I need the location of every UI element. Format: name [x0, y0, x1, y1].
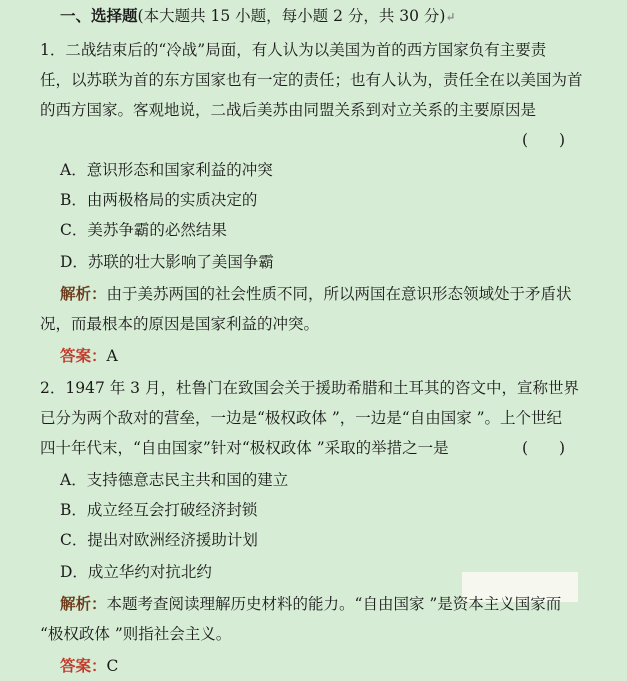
q2-line-1: 2．1947 年 3 月，杜鲁门在致国会关于援助希腊和土耳其的咨文中，宣称世界	[40, 379, 579, 397]
q1-analysis-label: 解析：	[60, 284, 107, 303]
q2-answer-label: 答案：	[60, 656, 107, 675]
q2-line-3	[0, 438, 627, 458]
q2-option-d: D．成立华约对抗北约	[60, 563, 212, 581]
q1-answer-label: 答案：	[60, 346, 107, 365]
q2-analysis-label: 解析：	[60, 594, 107, 613]
q2-option-a: A．支持德意志民主共和国的建立	[60, 471, 289, 489]
q2-line-3-text: 四十年代末，“自由国家”针对“极权政体 ”采取的举措之一是	[40, 439, 449, 457]
q1-option-c: C．美苏争霸的必然结果	[60, 221, 227, 239]
q1-answer-value: A	[106, 347, 118, 365]
q2-option-b: B．成立经互会打破经济封锁	[60, 501, 258, 519]
q1-line-1: 1．二战结束后的“冷战”局面，有人认为以美国为首的西方国家负有主要责	[40, 41, 547, 59]
section-heading: 一、选择题(本大题共 15 小题，每小题 2 分，共 30 分)↵	[60, 6, 456, 25]
q1-answer	[0, 346, 627, 366]
q1-option-a: A．意识形态和国家利益的冲突	[60, 161, 273, 179]
q2-answer	[0, 656, 627, 676]
q2-answer-paren: ( )	[522, 439, 566, 457]
q1-analysis-line-2: 况，而最根本的原因是国家利益的冲突。	[40, 315, 320, 333]
q2-analysis-line-1	[0, 594, 627, 614]
q1-analysis-line-1	[0, 284, 627, 304]
q1-line-3: 的西方国家。客观地说，二战后美苏由同盟关系到对立关系的主要原因是	[40, 101, 537, 119]
q1-option-b: B．由两极格局的实质决定的	[60, 191, 258, 209]
q1-option-d: D．苏联的壮大影响了美国争霸	[60, 253, 274, 271]
section-title: 一、选择题	[60, 6, 138, 25]
q2-answer-value: C	[106, 657, 119, 675]
q2-analysis-line-2: “极权政体 ”则指社会主义。	[40, 625, 232, 643]
q1-line-2: 任，以苏联为首的东方国家也有一定的责任；也有人认为，责任全在以美国为首	[40, 71, 583, 89]
q2-line-2: 已分为两个敌对的营垒，一边是“极权政体 ”，一边是“自由国家 ”。上个世纪	[40, 409, 563, 427]
q1-analysis-text-1: 由于美苏两国的社会性质不同，所以两国在意识形态领域处于矛盾状	[106, 285, 572, 303]
q2-analysis-text-1: 本题考查阅读理解历史材料的能力。“自由国家 ”是资本主义国家而	[106, 595, 562, 613]
section-note: (本大题共 15 小题，每小题 2 分，共 30 分)	[137, 7, 446, 25]
q2-option-c: C．提出对欧洲经济援助计划	[60, 531, 258, 549]
q1-answer-paren: ( )	[522, 131, 566, 149]
